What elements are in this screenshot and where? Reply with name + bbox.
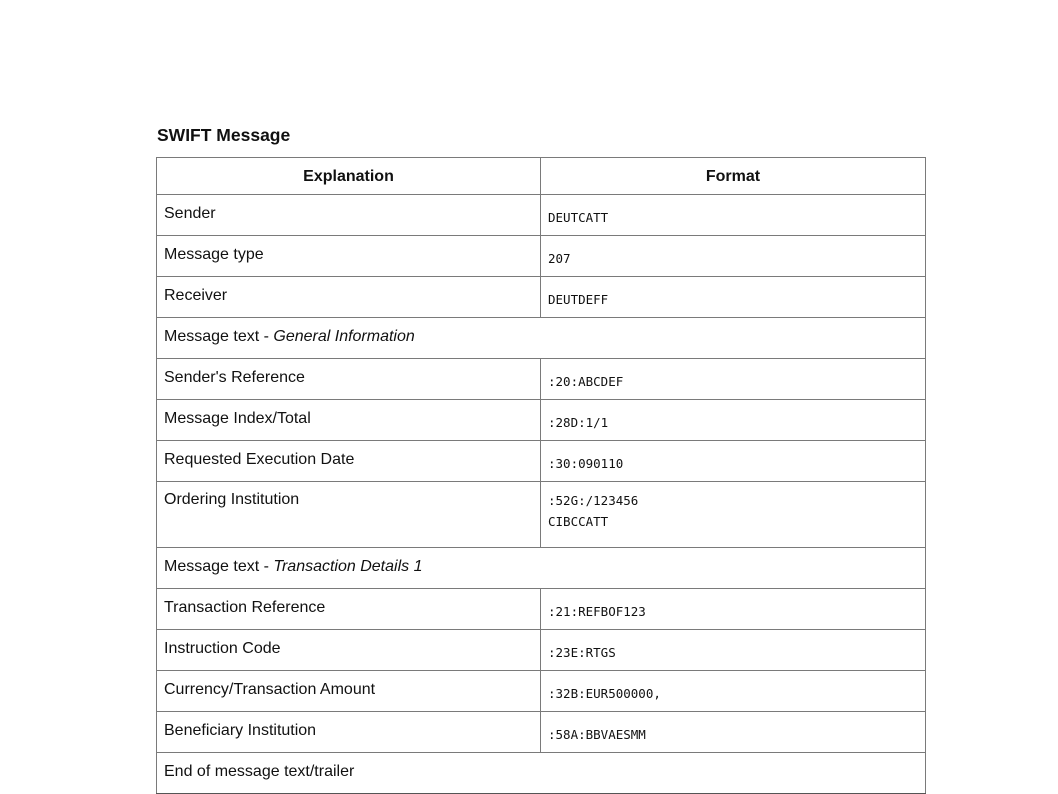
- section-title: General Information: [273, 327, 415, 345]
- row-value-currency-amount: :32B:EUR500000,: [541, 671, 926, 712]
- table-row: [157, 277, 926, 318]
- row-label-beneficiary-institution: Beneficiary Institution: [157, 712, 541, 753]
- document-title: SWIFT Message: [157, 125, 291, 145]
- row-value-receiver: DEUTDEFF: [541, 277, 926, 318]
- section-prefix: Message text -: [164, 327, 274, 345]
- section-row: [157, 753, 926, 794]
- table-row: [157, 712, 926, 753]
- section-transaction-details: [157, 548, 926, 589]
- row-value-transaction-reference: :21:REFBOF123: [541, 589, 926, 630]
- row-label-instruction-code: Instruction Code: [157, 630, 541, 671]
- column-header-format: Format: [541, 158, 926, 195]
- table-row: [157, 441, 926, 482]
- table-row: [157, 482, 926, 548]
- column-header-explanation: Explanation: [157, 158, 541, 195]
- row-label-transaction-reference: Transaction Reference: [157, 589, 541, 630]
- row-value-instruction-code: :23E:RTGS: [541, 630, 926, 671]
- table-row: [157, 630, 926, 671]
- row-label-currency-amount: Currency/Transaction Amount: [157, 671, 541, 712]
- table-row: [157, 359, 926, 400]
- row-label-requested-execution-date: Requested Execution Date: [157, 441, 541, 482]
- section-row: [157, 318, 926, 359]
- table-row: [157, 195, 926, 236]
- section-general-information: [157, 318, 926, 359]
- row-label-end-of-message: End of message text/trailer: [157, 753, 926, 794]
- row-value-requested-execution-date: :30:090110: [541, 441, 926, 482]
- table-header-row: [157, 158, 926, 195]
- row-value-beneficiary-institution: :58A:BBVAESMM: [541, 712, 926, 753]
- value-line-1: :52G:/123456: [548, 493, 639, 508]
- row-value-message-index: :28D:1/1: [541, 400, 926, 441]
- row-label-senders-reference: Sender's Reference: [157, 359, 541, 400]
- table-row: [157, 400, 926, 441]
- swift-message-table: [156, 157, 926, 794]
- value-line-2: CIBCCATT: [548, 514, 609, 529]
- table-row: [157, 236, 926, 277]
- section-prefix: Message text -: [164, 557, 274, 575]
- row-value-sender: DEUTCATT: [541, 195, 926, 236]
- table-row: [157, 589, 926, 630]
- row-label-message-type: Message type: [157, 236, 541, 277]
- row-label-ordering-institution: Ordering Institution: [157, 482, 541, 548]
- row-label-receiver: Receiver: [157, 277, 541, 318]
- section-title: Transaction Details 1: [273, 557, 423, 575]
- row-value-message-type: 207: [541, 236, 926, 277]
- row-label-message-index: Message Index/Total: [157, 400, 541, 441]
- section-row: [157, 548, 926, 589]
- row-label-sender: Sender: [157, 195, 541, 236]
- row-value-senders-reference: :20:ABCDEF: [541, 359, 926, 400]
- table-row: [157, 671, 926, 712]
- row-value-ordering-institution: [541, 482, 926, 548]
